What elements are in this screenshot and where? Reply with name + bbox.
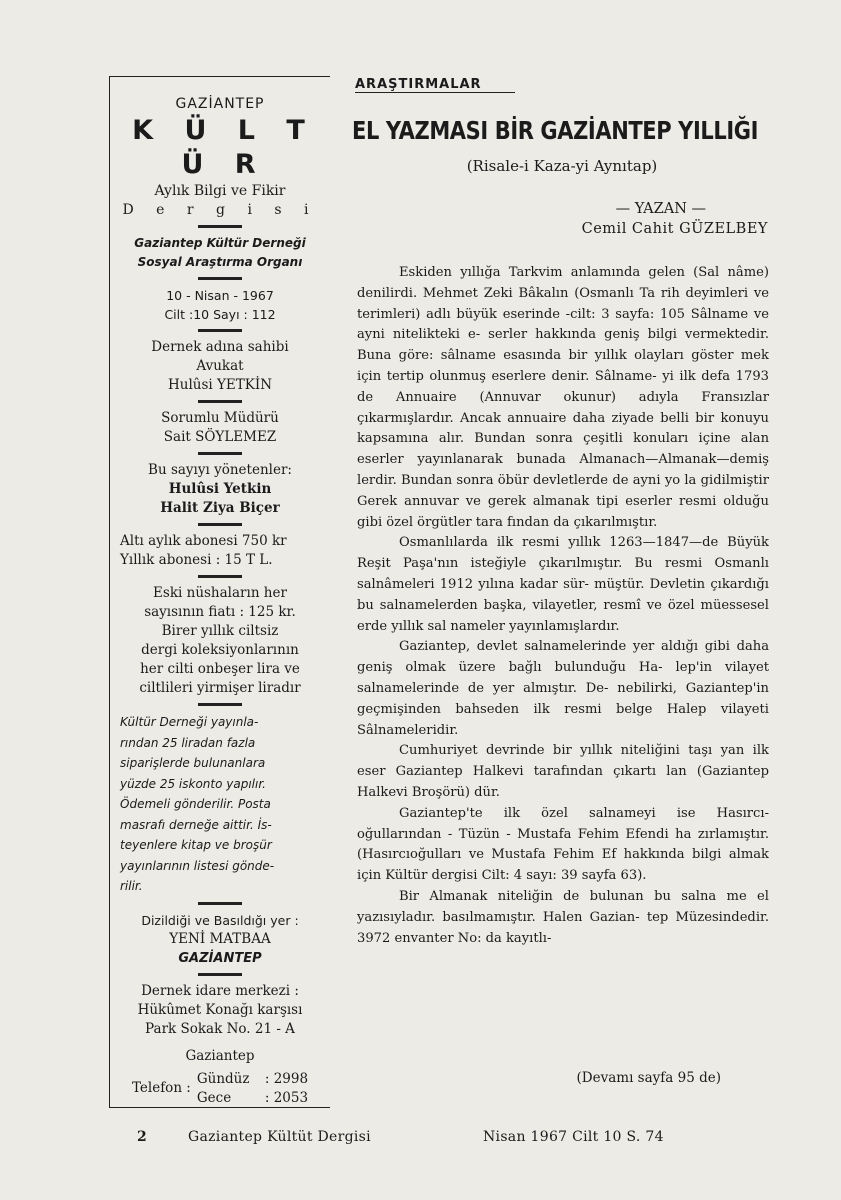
magazine-name: K Ü L T Ü R — [132, 115, 316, 180]
phone-day-label: Gündüz — [196, 1070, 250, 1087]
subscription-6-months: Altı aylık abonesi 750 kr — [120, 533, 287, 549]
owner-title: Avukat — [196, 358, 244, 374]
address-line: Park Sokak No. 21 - A — [145, 1020, 295, 1037]
phone-label: Telefon : — [131, 1080, 191, 1096]
old-issues-price: Eski nüshaların her — [153, 585, 287, 601]
colophon-subtitle-dergisi: D e r g i s i — [122, 202, 318, 218]
owner-label: Dernek adına sahibi — [151, 339, 289, 355]
collection-price: dergi koleksiyonlarının — [141, 642, 299, 658]
article-paragraph: Gaziantep'te ilk özel salnameyi ise Hasırcı- oğullarından - Tüzün - Mustafa Fehim Efendi ha zırlamıştır. (Hasırcıoğulları ve Mustafa Fehim Ef hakkında bilgi almak için Kültür dergisi Cilt: 4 sayı: 39 sayfa 63). — [357, 805, 769, 884]
article-paragraph: Cumhuriyet devrinde bir yıllık niteliğini taşı yan ilk eser Gaziantep Halkevi tarafından çıkartı lan (Gaziantep Halkevi Broşörü) dür. — [357, 743, 769, 800]
colophon-subtitle: Aylık Bilgi ve Fikir — [154, 183, 286, 199]
discount-notice — [110, 712, 330, 897]
discount-line: siparişlerde bulunanlara — [120, 756, 266, 770]
divider — [198, 277, 242, 280]
printer-city: GAZİANTEP — [178, 950, 262, 966]
phone-night-label: Gece — [196, 1089, 232, 1106]
printer-label: Dizildiği ve Basıldığı yer : — [141, 912, 299, 928]
colophon-box — [109, 76, 330, 1108]
address-line: Dernek idare merkezi : — [141, 982, 299, 999]
phone-day-number: : 2998 — [264, 1070, 309, 1087]
page-number: 2 — [137, 1129, 147, 1145]
divider — [198, 703, 242, 706]
article-body — [357, 263, 769, 949]
colophon-org-organ: Sosyal Araştırma Organı — [137, 255, 303, 269]
article-paragraph: Bir Almanak niteliğin de bulunan bu salna me el yazısıyladır. basılmamıştır. Halen Gazian- tep Müzesindedir. 3972 envanter No: da kayıtlı- — [357, 888, 769, 946]
discount-line: Ödemeli gönderilir. Posta — [120, 797, 271, 811]
discount-line: Kültür Derneği yayınla- — [120, 715, 259, 729]
old-issues-price: sayısının fiatı : 125 kr. — [144, 604, 296, 620]
printer-name: YENİ MATBAA — [169, 930, 271, 947]
divider — [198, 452, 242, 455]
discount-line: masrafı derneğe aittir. İs- — [120, 817, 272, 832]
divider — [198, 523, 242, 526]
divider — [198, 400, 242, 403]
manager-name: Sait SÖYLEMEZ — [163, 429, 277, 445]
colophon-org: Gaziantep Kültür Derneği — [134, 236, 306, 250]
article-paragraph: Gaziantep, devlet salnamelerinde yer aldığı gibi daha geniş olmak üzere bağlı bulunduğu Ha- lep'in vilayet salnamelerinde de yer almıştır. De- nebilirki, Gaziantep'in geçmişinden bahseden ilk resmi belge Halep vilayeti Sâlnameleridir. — [357, 639, 769, 738]
author-name: Cemil Cahit GÜZELBEY — [581, 221, 768, 237]
footer-magazine: Gaziantep Kültüt Dergisi — [188, 1129, 371, 1145]
continued-note: (Devamı sayfa 95 de) — [576, 1070, 721, 1086]
collection-price: her cilti onbeşer lira ve — [140, 661, 300, 677]
phone-night-number: : 2053 — [264, 1089, 309, 1106]
colophon-city: GAZİANTEP — [175, 96, 265, 112]
discount-line: yayınlarının listesi gönde- — [120, 858, 275, 873]
divider — [198, 225, 242, 228]
article-subtitle: (Risale-i Kaza-yi Aynıtap) — [466, 157, 658, 175]
divider — [198, 329, 242, 332]
owner-name: Hulûsi YETKİN — [167, 377, 273, 393]
issue-date: 10 - Nisan - 1967 — [166, 288, 274, 303]
discount-line: rilir. — [120, 879, 143, 893]
byline-label: — YAZAN — — [615, 201, 706, 217]
collection-price: Birer yıllık ciltsiz — [161, 623, 279, 639]
address-city: Gaziantep — [185, 1047, 255, 1064]
article-paragraph: Osmanlılarda ilk resmi yıllık 1263—1847—de Büyük Reşit Paşa'nın isteğiyle çıkarılmıştır. Bu resmi Osmanlı salnâmeleri 1912 yılına kadar sür- müştür. Devletin çıkardığı bu salnamelerden başka, vilayetler, resmî ve özel müessesel erde yıllık sal nameler yayınlamışlardır. — [357, 535, 769, 634]
divider — [198, 575, 242, 578]
address-line: Hükûmet Konağı karşısı — [137, 1001, 303, 1018]
collection-price: ciltlileri yirmişer liradır — [139, 680, 301, 696]
editor-name: Halit Ziya Biçer — [160, 500, 280, 516]
editors-label: Bu sayıyı yönetenler: — [148, 462, 292, 478]
divider — [198, 973, 242, 976]
article-paragraph: Eskiden yıllığa Tarkvim anlamında gelen (Sal nâme) denilirdi. Mehmet Zeki Bâkalın (Osmanlı Ta rih deyimleri ve terimleri) adlı büyük eserinde -cilt: 3 sayfa: 105 Sâlname ve ayni nitelikteki e- serler hakkında geniş bilgi vermektedir. Buna göre: sâlname esasında bir yıllık olayları göster mek için tertip olunmuş eserlere denir. Sâlname- yi ilk defa 1793 de Annuaire (Annuvar okunur) adıyla Fransızlar çıkarmışlardır. Ancak annuaire daha ziyade belli bir konuyu kapsamına alır. Bundan sonra çeşitli konuları içine alan eserler yayınlanarak bunada Almanach—Almanak—demiş lerdir. Bundan sonra öbür devletlerde de ayni yo la gidilmiştir Gerek annuvar ve gerek almanak tipi eserler resmi olduğu gibi özel örgütler tara fından da çıkarılmıştır. — [357, 265, 769, 530]
section-label: ARAŞTIRMALAR — [355, 77, 515, 93]
article-title: EL YAZMASI BİR GAZİANTEP YILLIĞI — [352, 116, 758, 145]
editor-name: Hulûsi Yetkin — [168, 481, 272, 497]
subscription-yearly: Yıllık abonesi : 15 T L. — [120, 552, 273, 568]
manager-label: Sorumlu Müdürü — [161, 410, 279, 426]
discount-line: yüzde 25 iskonto yapılır. — [120, 776, 266, 791]
discount-line: rından 25 liradan fazla — [120, 735, 256, 750]
divider — [198, 902, 242, 905]
phone-block — [110, 1070, 330, 1108]
discount-line: teyenlere kitap ve broşür — [120, 838, 272, 852]
footer-issue: Nisan 1967 Cilt 10 S. 74 — [483, 1129, 664, 1145]
issue-volume: Cilt :10 Sayı : 112 — [164, 307, 276, 322]
